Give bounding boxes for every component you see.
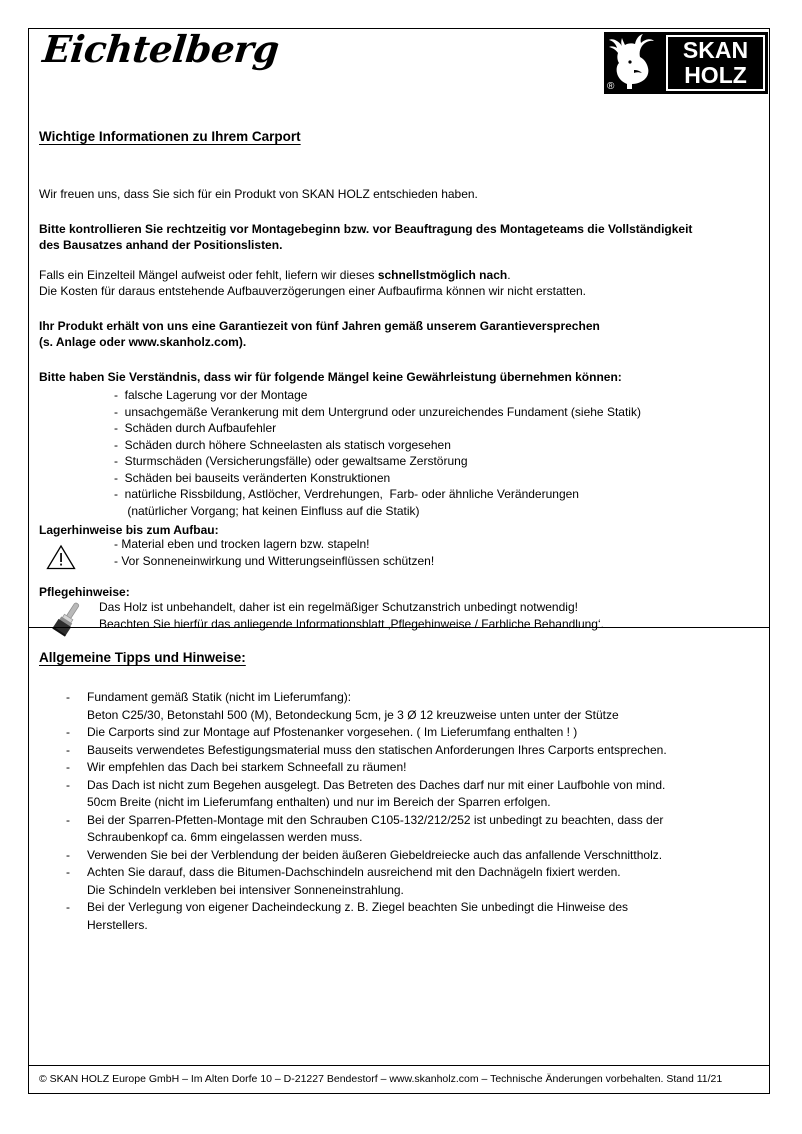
tip-line: Verwenden Sie bei der Verblendung der beiden äußeren Giebeldreiecke auch das anfallende Verschnittholz.: [87, 847, 663, 862]
section-title-general-tips: Allgemeine Tipps und Hinweise:: [39, 650, 246, 665]
tip-line: Fundament gemäß Statik (nicht im Lieferumfang):: [87, 690, 352, 704]
list-item: - Schäden durch Aufbaufehler: [114, 421, 277, 435]
list-item: [39, 899, 754, 934]
exclusions-intro: Bitte haben Sie Verständnis, dass wir für folgende Mängel keine Gewährleistung übernehmen können:: [39, 370, 622, 384]
footer-divider: [29, 1065, 769, 1066]
intro-paragraph: Wir freuen uns, dass Sie sich für ein Produkt von SKAN HOLZ entschieden haben.: [39, 187, 478, 201]
storage-notes-block: [39, 536, 739, 570]
list-dash: -: [66, 777, 70, 792]
list-dash: -: [66, 690, 70, 704]
tip-line: Schraubenkopf ca. 6mm eingelassen werden muss.: [87, 830, 363, 844]
list-item: [39, 812, 754, 847]
list-item: - Sturmschäden (Versicherungsfälle) oder gewaltsame Zerstörung: [114, 454, 468, 468]
storage-notes-heading: Lagerhinweise bis zum Aufbau:: [39, 523, 219, 537]
list-item: [39, 864, 754, 899]
list-dash: -: [66, 742, 70, 757]
list-item: [39, 759, 754, 777]
care-note-line-2: Beachten Sie hierfür das anliegende Informationsblatt ‚Pflegehinweise / Farbliche Behandlung‘.: [99, 617, 604, 631]
logo-word-holz: HOLZ: [684, 62, 747, 88]
tip-line: Achten Sie darauf, dass die Bitumen-Dachschindeln ausreichend mit den Dachnägeln fixiert werden.: [87, 865, 621, 879]
delay-costs-line: Die Kosten für daraus entstehende Aufbauverzögerungen einer Aufbaufirma können wir nicht erstatten.: [39, 284, 587, 298]
storage-note-line-1: - Material eben und trocken lagern bzw. stapeln!: [114, 537, 370, 551]
warranty-line-2: (s. Anlage oder www.skanholz.com).: [39, 335, 247, 349]
defect-text-c: .: [507, 268, 511, 282]
list-item: - natürliche Rissbildung, Astlöcher, Verdrehungen, Farb- oder ähnliche Veränderungen: [114, 487, 579, 501]
list-item: [39, 847, 754, 865]
footer-copyright: © SKAN HOLZ Europe GmbH – Im Alten Dorfe 10 – D-21227 Bendestorf – www.skanholz.com – Technische Änderungen vorbehalten. Stand 11/21: [39, 1073, 723, 1085]
warranty-line-1: Ihr Produkt erhält von uns eine Garantiezeit von fünf Jahren gemäß unserem Garantieversprechen: [39, 319, 600, 333]
list-dash: -: [66, 725, 70, 739]
storage-note-line-2: - Vor Sonneneinwirkung und Witterungseinflüssen schützen!: [114, 554, 435, 568]
list-dash: -: [66, 812, 70, 827]
tip-line: Das Dach ist nicht zum Begehen ausgelegt. Das Betreten des Daches darf nur mit einer Laufbohle von mind.: [87, 777, 666, 792]
list-item: - Schäden bei bauseits veränderten Konstruktionen: [114, 470, 391, 485]
warranty-exclusions-list: [114, 387, 641, 519]
list-item: [39, 724, 754, 742]
tip-line: Beton C25/30, Betonstahl 500 (M), Betondeckung 5cm, je 3 Ø 12 kreuzweise unten unter der Stütze: [87, 707, 619, 722]
list-item: [39, 689, 754, 724]
moose-head-icon: [604, 32, 666, 94]
care-notes-heading: Pflegehinweise:: [39, 585, 130, 599]
skan-holz-logo: [604, 32, 768, 94]
registered-trademark-icon: ®: [607, 81, 615, 92]
list-item: - falsche Lagerung vor der Montage: [114, 388, 308, 402]
list-dash: -: [66, 900, 70, 914]
list-dash: -: [66, 760, 70, 774]
tip-line: Bauseits verwendetes Befestigungsmaterial muss den statischen Anforderungen Ihres Carports entsprechen.: [87, 742, 667, 757]
paint-brush-icon: [51, 600, 85, 643]
check-completeness-paragraph: Bitte kontrollieren Sie rechtzeitig vor Montagebeginn bzw. vor Beauftragung des Montageteams die Vollständigkeit des Bausatzes anhand der Positionslisten.: [39, 222, 693, 252]
defect-replacement-line: [39, 267, 739, 283]
defect-text-a: Falls ein Einzelteil Mängel aufweist oder fehlt, liefern wir dieses: [39, 268, 378, 282]
warning-triangle-icon: [46, 544, 76, 575]
section-divider: [29, 627, 769, 628]
tip-line: Bei der Verlegung von eigener Dacheindeckung z. B. Ziegel beachten Sie unbedingt die Hinweise des: [87, 900, 629, 914]
defect-text-bold: schnellstmöglich nach: [377, 268, 508, 282]
list-item: (natürlicher Vorgang; hat keinen Einfluss auf die Statik): [114, 503, 420, 518]
document-page: [28, 28, 770, 1094]
list-item: [39, 777, 754, 812]
logo-wordmark: [666, 35, 765, 91]
tip-line: 50cm Breite (nicht im Lieferumfang enthalten) und nur im Bereich der Sparren erfolgen.: [87, 795, 551, 809]
tip-line: Wir empfehlen das Dach bei starkem Schneefall zu räumen!: [87, 760, 407, 774]
general-tips-list: [39, 689, 754, 934]
list-dash: -: [66, 847, 70, 862]
care-note-line-1: Das Holz ist unbehandelt, daher ist ein regelmäßiger Schutzanstrich unbedingt notwendig!: [99, 600, 578, 614]
logo-word-skan: SKAN: [682, 37, 749, 63]
tip-line: Die Schindeln verkleben bei intensiver Sonneneinstrahlung.: [87, 882, 404, 897]
tip-line: Herstellers.: [87, 917, 148, 932]
list-item: - unsachgemäße Verankerung mit dem Untergrund oder unzureichendes Fundament (siehe Statik): [114, 404, 641, 419]
list-dash: -: [66, 865, 70, 879]
product-name-title: Eichtelberg: [40, 27, 281, 71]
section-title-important-info: Wichtige Informationen zu Ihrem Carport: [39, 129, 301, 144]
list-item: [39, 742, 754, 760]
tip-line: Bei der Sparren-Pfetten-Montage mit den Schrauben C105-132/212/252 ist unbedingt zu beachten, dass der: [87, 812, 664, 827]
document-header: [29, 29, 769, 99]
list-item: - Schäden durch höhere Schneelasten als statisch vorgesehen: [114, 437, 451, 452]
tip-line: Die Carports sind zur Montage auf Pfostenanker vorgesehen. ( Im Lieferumfang enthalten ! ): [87, 725, 578, 739]
